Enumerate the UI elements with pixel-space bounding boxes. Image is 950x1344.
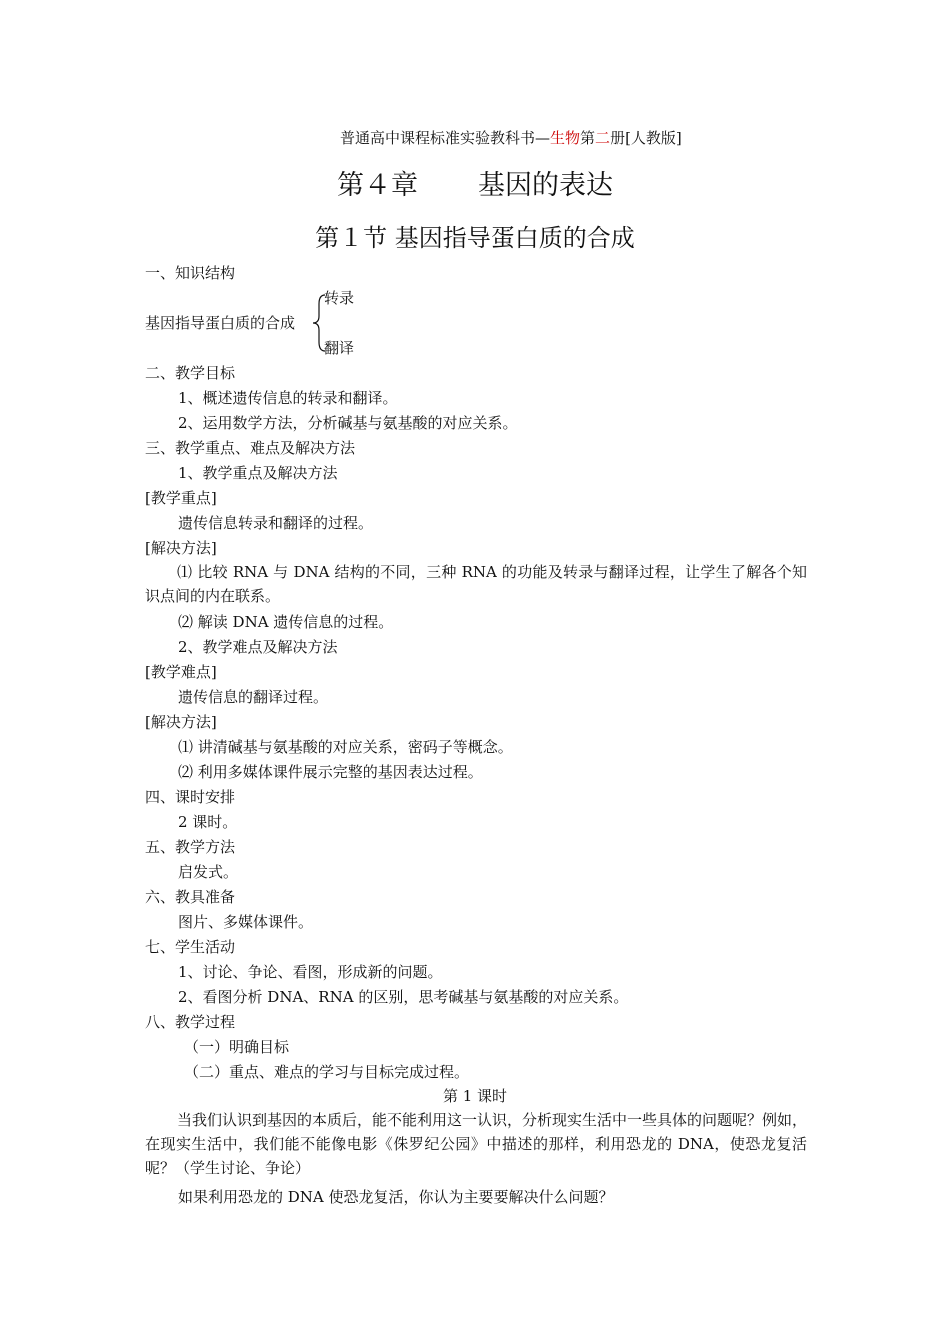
schedule-text: 2 课时。 (178, 813, 238, 831)
lesson-label: 第 1 课时 (442, 1087, 508, 1105)
structure-root: 基因指导蛋白质的合成 (145, 314, 296, 332)
chapter-title (0, 168, 950, 204)
header-suffix: 册[人教版] (610, 129, 682, 147)
label-key-point: [教学重点] (145, 489, 217, 507)
difficulty-text: 遗传信息的翻译过程。 (178, 688, 329, 706)
subheading-key-methods: 1、教学重点及解决方法 (178, 464, 338, 482)
process-step: （二）重点、难点的学习与目标完成过程。 (184, 1063, 470, 1081)
heading-teaching-method: 五、教学方法 (145, 838, 236, 856)
solution-item: ⑵ 解读 DNA 遗传信息的过程。 (178, 613, 394, 631)
header-middle: 第 (580, 129, 596, 147)
subheading-difficulty-methods: 2、教学难点及解决方法 (178, 638, 338, 656)
goal-item: 1、概述遗传信息的转录和翻译。 (178, 389, 398, 407)
running-header (340, 128, 682, 148)
heading-knowledge-structure: 一、知识结构 (145, 264, 236, 282)
heading-student-activities: 七、学生活动 (145, 938, 236, 956)
header-prefix: 普通高中课程标准实验教科书— (340, 129, 551, 147)
label-solution: [解决方法] (145, 713, 217, 731)
heading-materials: 六、教具准备 (145, 888, 236, 906)
activity-item: 1、讨论、争论、看图，形成新的问题。 (178, 963, 443, 981)
structure-branch-translation: 翻译 (324, 339, 355, 357)
section-title: 第１节 基因指导蛋白质的合成 (315, 224, 635, 252)
header-subject: 生物 (550, 129, 581, 147)
heading-teaching-process: 八、教学过程 (145, 1013, 236, 1031)
solution-item: ⑵ 利用多媒体课件展示完整的基因表达过程。 (178, 763, 483, 781)
activity-item: 2、看图分析 DNA、RNA 的区别，思考碱基与氨基酸的对应关系。 (178, 988, 629, 1006)
solution-item: ⑴ 讲清碱基与氨基酸的对应关系，密码子等概念。 (178, 738, 513, 756)
body-paragraph: 当我们认识到基因的本质后，能不能利用这一认识，分析现实生活中一些具体的问题呢？例如，在现实生活中，我们能不能像电影《侏罗纪公园》中描述的那样，利用恐龙的 DNA，使恐龙复活呢？（学生讨论、争论） (145, 1111, 808, 1177)
process-step: （一）明确目标 (184, 1038, 290, 1056)
label-difficulty: [教学难点] (145, 663, 217, 681)
structure-branch-transcription: 转录 (324, 289, 355, 307)
solution-item: ⑴ 比较 RNA 与 DNA 结构的不同，三种 RNA 的功能及转录与翻译过程，让学生了解各个知识点间的内在联系。 (145, 563, 807, 605)
goal-item: 2、运用数学方法，分析碱基与氨基酸的对应关系。 (178, 414, 518, 432)
body-paragraph: 如果利用恐龙的 DNA 使恐龙复活，你认为主要要解决什么问题？ (178, 1188, 614, 1206)
teaching-method-text: 启发式。 (178, 863, 239, 881)
key-point-text: 遗传信息转录和翻译的过程。 (178, 514, 374, 532)
materials-text: 图片、多媒体课件。 (178, 913, 314, 931)
header-volume: 二 (595, 129, 611, 147)
heading-key-points: 三、教学重点、难点及解决方法 (145, 439, 356, 457)
heading-schedule: 四、课时安排 (145, 788, 236, 806)
heading-teaching-goals: 二、教学目标 (145, 364, 236, 382)
label-solution: [解决方法] (145, 539, 217, 557)
chapter-name: 基因的表达 (478, 170, 613, 201)
chapter-number: 第４章 (337, 170, 418, 201)
